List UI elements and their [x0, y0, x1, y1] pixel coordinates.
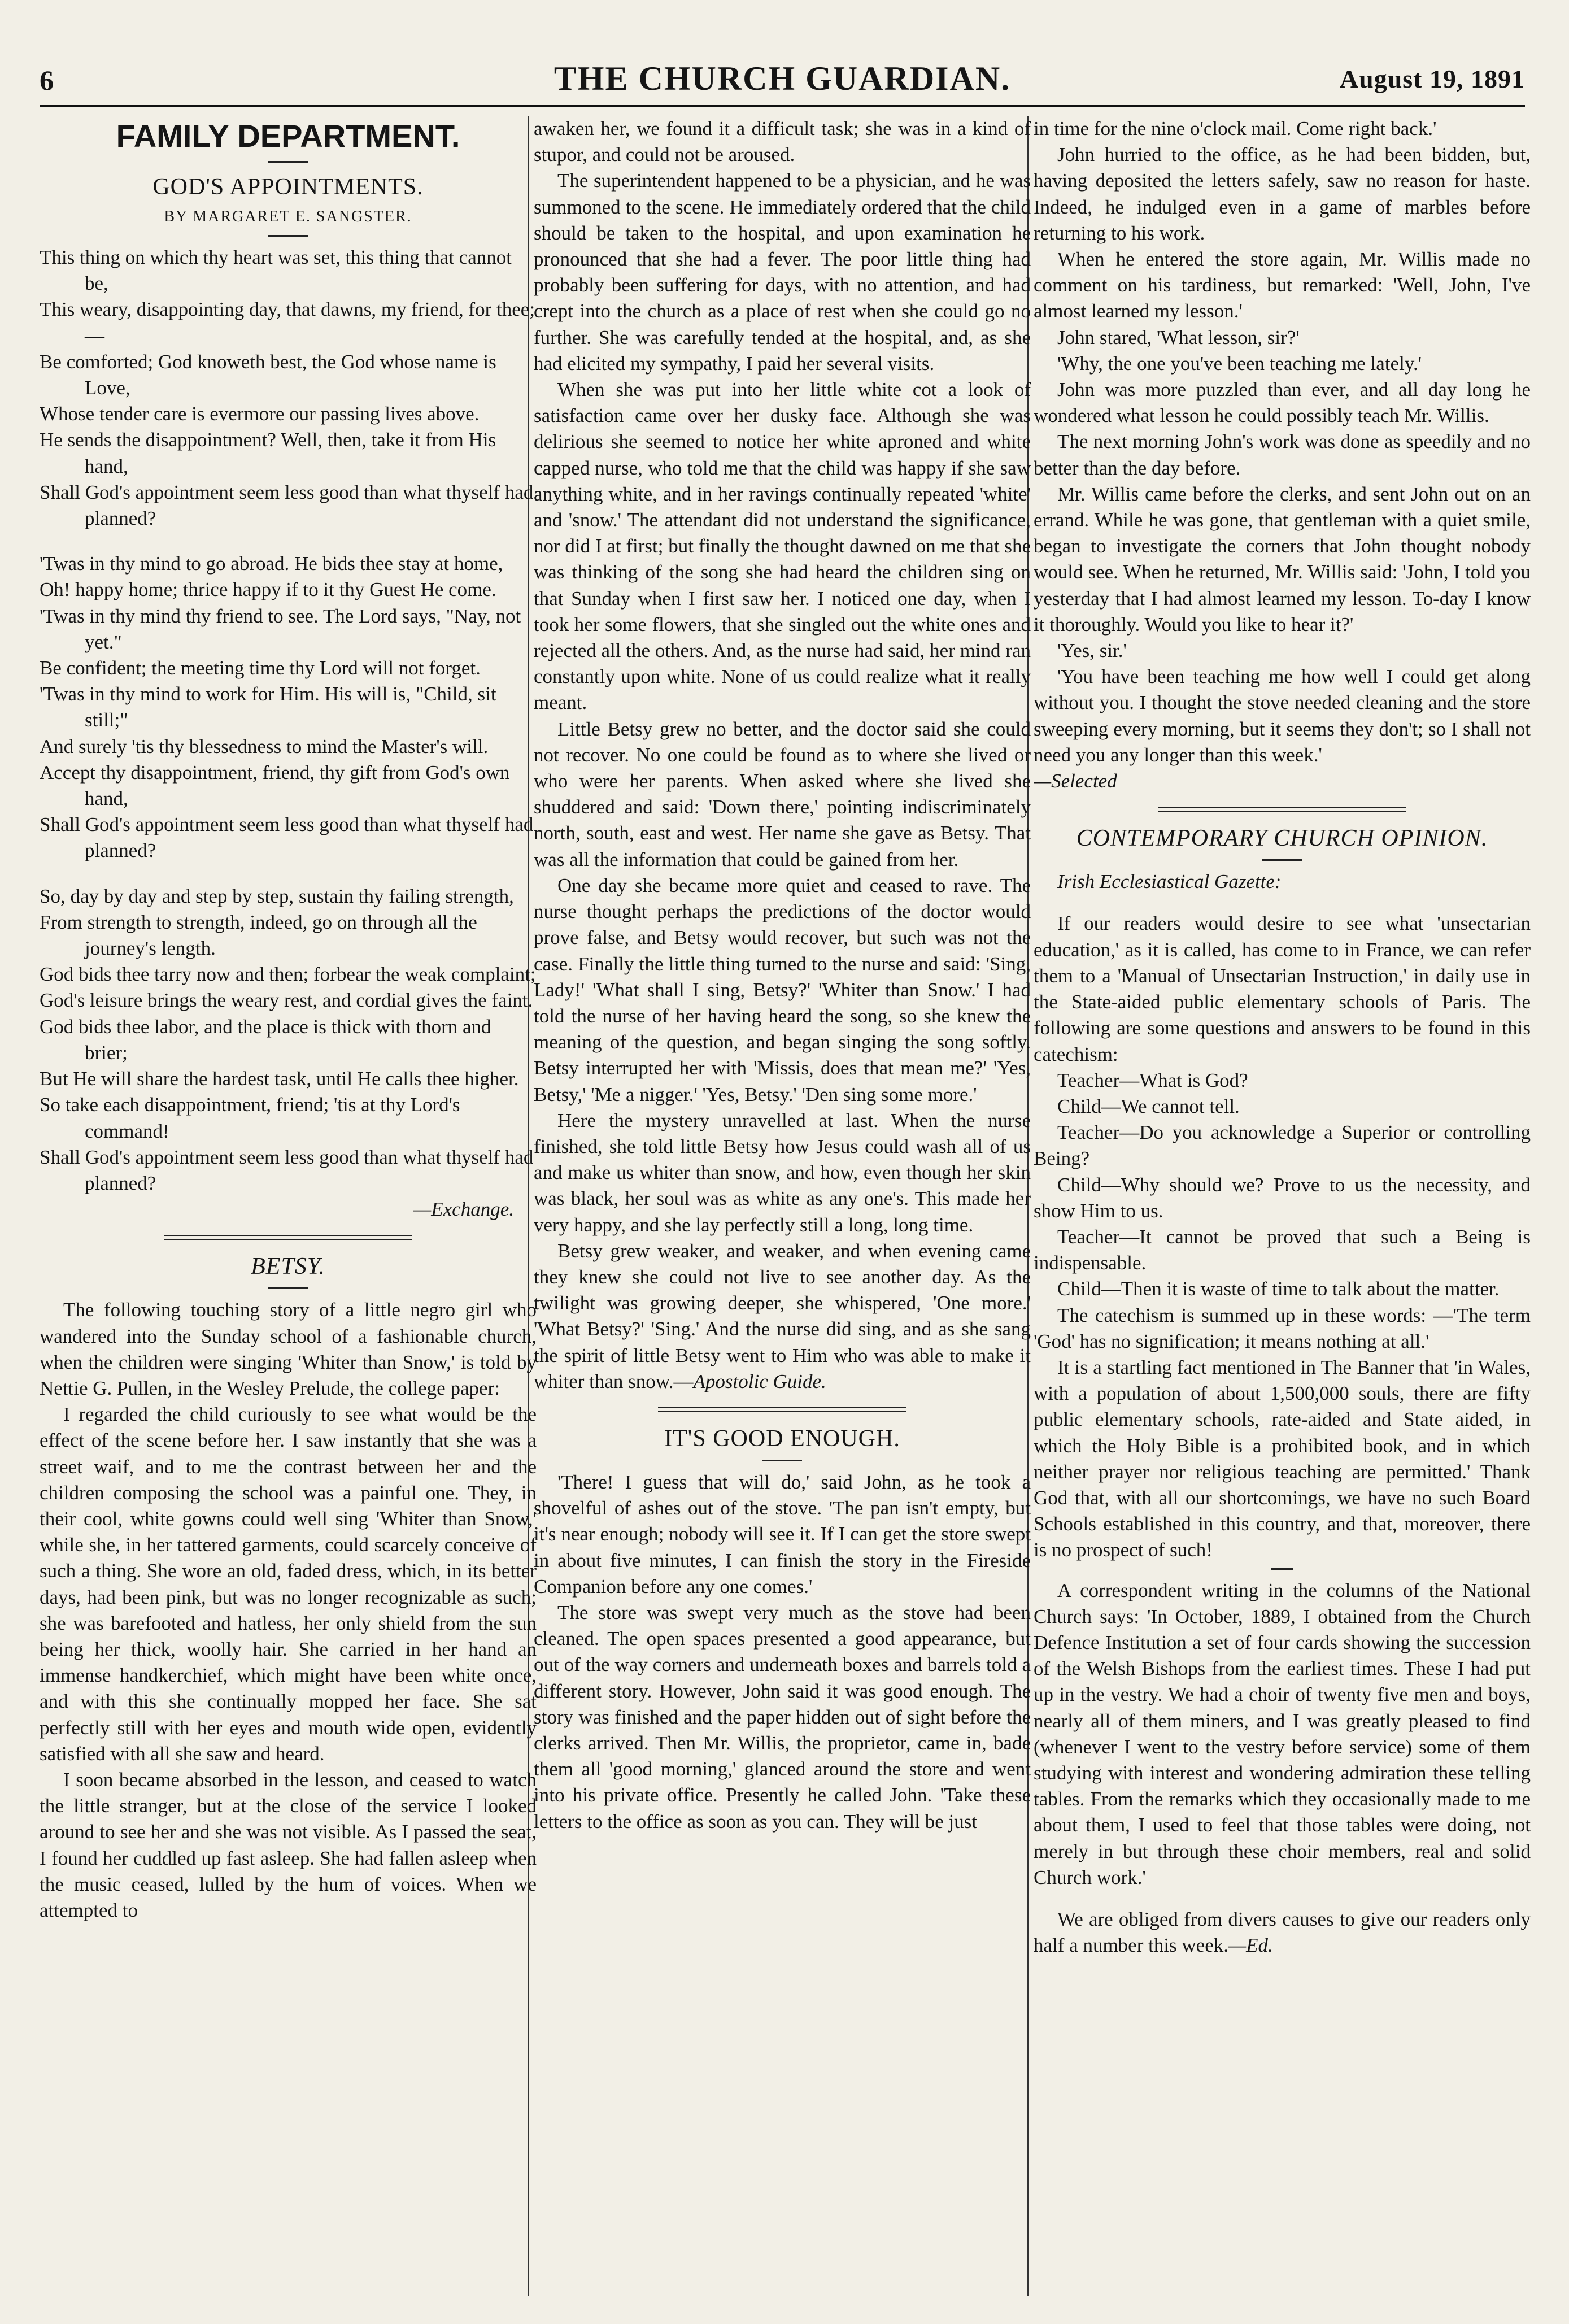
poem-line: Be confident; the meeting time thy Lord will not forget.: [40, 657, 481, 680]
poem-line: 'Twas in thy mind to work for Him. His will is, "Child, sit still;": [40, 683, 496, 732]
poem-line: Shall God's appointment seem less good than what thyself had planned?: [40, 1146, 534, 1194]
catechism-line: Child—Then it is waste of time to talk about the matter.: [1057, 1278, 1500, 1300]
section-rule: [1158, 807, 1406, 812]
article-paragraph: 'Why, the one you've been teaching me lately.': [1057, 352, 1422, 375]
section-rule: [164, 1235, 412, 1240]
poem-line: 'Twas in thy mind thy friend to see. The Lord says, "Nay, not yet.": [40, 604, 521, 653]
poem-line: So take each disappointment, friend; 'tis at thy Lord's command!: [40, 1094, 460, 1142]
poem-line: This weary, disappointing day, that dawns, my friend, for thee;—: [40, 298, 535, 347]
poem-line: Be comforted; God knoweth best, the God whose name is Love,: [40, 350, 496, 399]
article-paragraph: When she was put into her little white cot a look of satisfaction came over her dusky face. Although she was delirious she seemed to notice her white aproned and white capped nurse, who told me that the child was happy if she saw anything white, and in her ravings continually repeated 'white' and 'snow.' The attendant did not understand the significance, nor did I at first; but finally the thought dawned on me that she was thinking of the song she had heard the children sing on that Sunday when I first saw her. I noticed one day, when I took her some flowers, that she singled out the white ones and rejected all the others. And, as the nurse had said, her mind ran constantly upon white. None of us could realize what it really meant.: [534, 378, 1031, 714]
article-title-good-enough: IT'S GOOD ENOUGH.: [664, 1425, 900, 1452]
article-paragraph: 'Yes, sir.': [1057, 639, 1127, 662]
poem-line: But He will share the hardest task, until He calls thee higher.: [40, 1068, 519, 1090]
article-paragraph: I regarded the child curiously to see what would be the effect of the scene before her. I saw instantly that she was a street waif, and to me the contrast between her and the children composing the school was a painful one. They, in their cool, white gowns could well sing 'Whiter than Snow,' while she, in her tattered garments, could scarcely conceive of such a thing. She wore an old, faded dress, which, in its better days, had been pink, but was no longer recognizable as such; she was barefooted and hatless, her only shield from the sun being her thick, woolly hair. She carried in her hand an immense handkerchief, which might have been white once, and with this she continually mopped her face. She sat perfectly still with her eyes and mouth wide open, evidently satisfied with all she saw and heard.: [40, 1403, 537, 1765]
catechism-line: Teacher—What is God?: [1057, 1069, 1248, 1091]
poem-line: God bids thee labor, and the place is thick with thorn and brier;: [40, 1015, 491, 1064]
article-paragraph: Mr. Willis came before the clerks, and sent John out on an errand. While he was gone, that gentleman with a quiet smile, began to investigate the corners that John thought nobody would see. When he returned, Mr. Willis said: 'John, I told you yesterday that I had almost learned my lesson. To-day I know it thoroughly. Would you like to hear it?': [1034, 482, 1531, 636]
article-paragraph: John was more puzzled than ever, and all day long he wondered what lesson he could possibly teach Mr. Willis.: [1034, 378, 1531, 427]
editor-note: [1034, 1907, 1531, 1959]
catechism-line: Child—We cannot tell.: [1057, 1095, 1240, 1117]
poem-line: Shall God's appointment seem less good than what thyself had planned?: [40, 813, 534, 862]
short-rule: [1271, 1568, 1293, 1570]
poem-line: So, day by day and step by step, sustain thy failing strength,: [40, 885, 514, 907]
poem-stanza: [40, 245, 537, 532]
article-paragraph: 'You have been teaching me how well I could get along without you. I thought the stove needed cleaning and the store sweeping every morning, but it seems they don't; so I shall not need you any longer than this week.': [1034, 665, 1531, 766]
newspaper-title: THE CHURCH GUARDIAN.: [553, 60, 1011, 97]
short-rule: [268, 235, 308, 237]
editor-note-text: We are obliged from divers causes to give our readers only half a number this week.: [1034, 1908, 1531, 1957]
article-paragraph: The store was swept very much as the stove had been cleaned. The open spaces presented a good appearance, but out of the way corners and underneath boxes and barrels told a different story. However, John said it was good enough. The story was finished and the paper hidden out of sight before the clerks arrived. Then Mr. Willis, the proprietor, came in, bade them all 'good morning,' glanced around the store and went into his private office. Presently he called John. 'Take these letters to the office as soon as you can. They will be just: [534, 1601, 1031, 1833]
section-heading-church-opinion: CONTEMPORARY CHURCH OPINION.: [1076, 825, 1488, 852]
catechism-line: Child—Why should we? Prove to us the necessity, and show Him to us.: [1034, 1173, 1531, 1222]
masthead: [40, 54, 1525, 107]
poem-line: Whose tender care is evermore our passing lives above.: [40, 403, 480, 425]
poem-title: GOD'S APPOINTMENTS.: [152, 174, 424, 200]
article-paragraph: A correspondent writing in the columns of the National Church says: 'In October, 1889, I obtained from the Church Defence Institution a set of four cards showing the succession of the Welsh Bishops from the earliest times. These I had put up in the vestry. We had a choir of twenty five men and boys, nearly all of them miners, and I was greatly pleased to find (whenever I went to the vestry before service) some of them studying with interest and wondering admiration these telling tables. From the remarks which they occasionally made to me about them, I used to feel that those tables were doing, not merely in but through these choir members, real and solid Church work.': [1034, 1579, 1531, 1888]
poem-line: From strength to strength, indeed, go on through all the journey's length.: [40, 911, 477, 960]
article-paragraph: Here the mystery unravelled at last. When the nurse finished, she told little Betsy how Jesus could wash all of us and make us whiter than snow, and how, even though her skin was black, her soul was as white as any one's. This made her very happy, and she lay perfectly still a long, long time.: [534, 1109, 1031, 1236]
issue-date: August 19, 1891: [1339, 64, 1525, 93]
page-number: 6: [40, 64, 54, 96]
poem-line: This thing on which thy heart was set, this thing that cannot be,: [40, 246, 512, 295]
article-paragraph: If our readers would desire to see what 'unsectarian education,' as it is called, has come to in France, we can refer them to a 'Manual of Unsectarian Instruction,' in daily use in the State-aided public elementary schools of Paris. The following are some questions and answers to be found in this catechism:: [1034, 912, 1531, 1065]
editor-signoff: —Ed.: [1228, 1934, 1273, 1957]
short-rule: [268, 1287, 308, 1289]
poem-stanza: [40, 884, 537, 1196]
article-paragraph: The following touching story of a little negro girl who wandered into the Sunday school of a fashionable church, when the children were singing 'Whiter than Snow,' is told by Nettie G. Pullen, in the Wesley Prelude, the college paper:: [40, 1299, 537, 1399]
poem-line: He sends the disappointment? Well, then, take it from His hand,: [40, 429, 496, 477]
article-paragraph: [534, 1238, 1031, 1395]
poem-line: God bids thee tarry now and then; forbear the weak complaint;: [40, 963, 536, 986]
article-paragraph: awaken her, we found it a difficult task; she was in a kind of stupor, and could not be aroused.: [534, 117, 1031, 166]
article-paragraph: John stared, 'What lesson, sir?': [1057, 326, 1300, 349]
poem-byline: BY MARGARET E. SANGSTER.: [164, 208, 412, 225]
column-3: [1034, 116, 1531, 2296]
article-paragraph: One day she became more quiet and ceased to rave. The nurse thought perhaps the predictions of the doctor would prove false, and Betsy would recover, but such was not the case. Finally the little thing turned to the nurse and said: 'Sing, Lady!' 'What shall I sing, Betsy?' 'Whiter than Snow.' I had told the nurse of her having heard the song, so she knew the meaning of the question, and began singing the song softly. Betsy interrupted her with 'Missis, does that mean me?' 'Yes, Betsy,' 'Me a nigger.' 'Yes, Betsy.' 'Den sing some more.': [534, 874, 1031, 1106]
article-source: Apostolic Guide.: [693, 1370, 826, 1392]
poem-line: And surely 'tis thy blessedness to mind the Master's will.: [40, 735, 489, 758]
article-paragraph: The superintendent happened to be a physician, and he was summoned to the scene. He immediately ordered that the child should be taken to the hospital, and upon examination he pronounced that she had a fever. The poor little thing had probably been suffering for days, with no attention, and had crept into the church as a place of rest when she could go no further. She was carefully tended at the hospital, and, as she had elicited my sympathy, I paid her several visits.: [534, 169, 1031, 375]
column-2: [534, 116, 1031, 2296]
poem-line: Oh! happy home; thrice happy if to it thy Guest He come.: [40, 578, 496, 601]
article-paragraph: in time for the nine o'clock mail. Come right back.': [1034, 117, 1437, 140]
article-paragraph: Little Betsy grew no better, and the doctor said she could not recover. No one could be found as to where she lived or who were her parents. When asked where she lived she shuddered and said: 'Down there,' pointing indiscriminately north, south, east and west. Her name she gave as Betsy. That was all the information that could be gained from her.: [534, 717, 1031, 871]
article-paragraph: 'There! I guess that will do,' said John, as he took a shovelful of ashes out of the stove. 'The pan isn't empty, but it's near enough; nobody will see it. If I can get the store swept in about five minutes, I can finish the story in the Fireside Companion before any one comes.': [534, 1470, 1031, 1598]
poem-stanza: [40, 551, 537, 864]
article-paragraph: I soon became absorbed in the lesson, and ceased to watch the little stranger, but at the close of the service I looked around to see her and she was not visible. As I passed the seat, I found her cuddled up fast asleep. She had fallen asleep when the music ceased, lulled by the hum of voices. When we attempted to: [40, 1768, 537, 1921]
catechism-line: Teacher—It cannot be proved that such a Being is indispensable.: [1034, 1225, 1531, 1274]
catechism-line: Teacher—Do you acknowledge a Superior or controlling Being?: [1034, 1121, 1531, 1170]
section-heading-family-department: FAMILY DEPARTMENT.: [116, 118, 460, 154]
quoted-source: Irish Ecclesiastical Gazette:: [1057, 871, 1282, 893]
article-text: Betsy grew weaker, and weaker, and when evening came they knew she could not live to see another day. As the twilight was growing deeper, she whispered, 'One more.' 'What Betsy?' 'Sing.' And the nurse did sing, and as she sang the spirit of little Betsy went to Him who was able to make it whiter than snow.—: [534, 1239, 1031, 1392]
poem-source: —Exchange.: [413, 1198, 514, 1221]
short-rule: [1262, 859, 1302, 861]
poem-line: Accept thy disappointment, friend, thy gift from God's own hand,: [40, 761, 510, 810]
article-paragraph: The catechism is summed up in these words: —'The term 'God' has no signification; it means nothing at all.': [1034, 1304, 1531, 1352]
poem-line: 'Twas in thy mind to go abroad. He bids thee stay at home,: [40, 552, 503, 575]
section-rule: [658, 1407, 906, 1412]
column-1: [40, 116, 537, 2296]
article-title-betsy: BETSY.: [251, 1254, 325, 1280]
short-rule: [762, 1460, 802, 1461]
article-source: —Selected: [1034, 770, 1117, 793]
article-paragraph: The next morning John's work was done as speedily and no better than the day before.: [1034, 430, 1531, 479]
poem-line: God's leisure brings the weary rest, and cordial gives the faint.: [40, 989, 533, 1012]
short-rule: [268, 161, 308, 163]
poem-line: Shall God's appointment seem less good than what thyself had planned?: [40, 481, 534, 530]
article-paragraph: When he entered the store again, Mr. Willis made no comment on his tardiness, but remarked: 'Well, John, I've almost learned my lesson.': [1034, 248, 1531, 323]
article-paragraph: It is a startling fact mentioned in The Banner that 'in Wales, with a population of about 1,500,000 souls, there are fifty public elementary schools, rate-aided and State aided, in which the Holy Bible is a prohibited book, and in which neither prayer nor religious teaching are permitted.' Thank God that, with all our shortcomings, we have no such Board Schools established in this country, and that, moreover, there is no prospect of such!: [1034, 1356, 1531, 1561]
article-paragraph: John hurried to the office, as he had been bidden, but, having deposited the letters safely, saw no reason for haste. Indeed, he indulged even in a game of marbles before returning to his work.: [1034, 143, 1531, 244]
